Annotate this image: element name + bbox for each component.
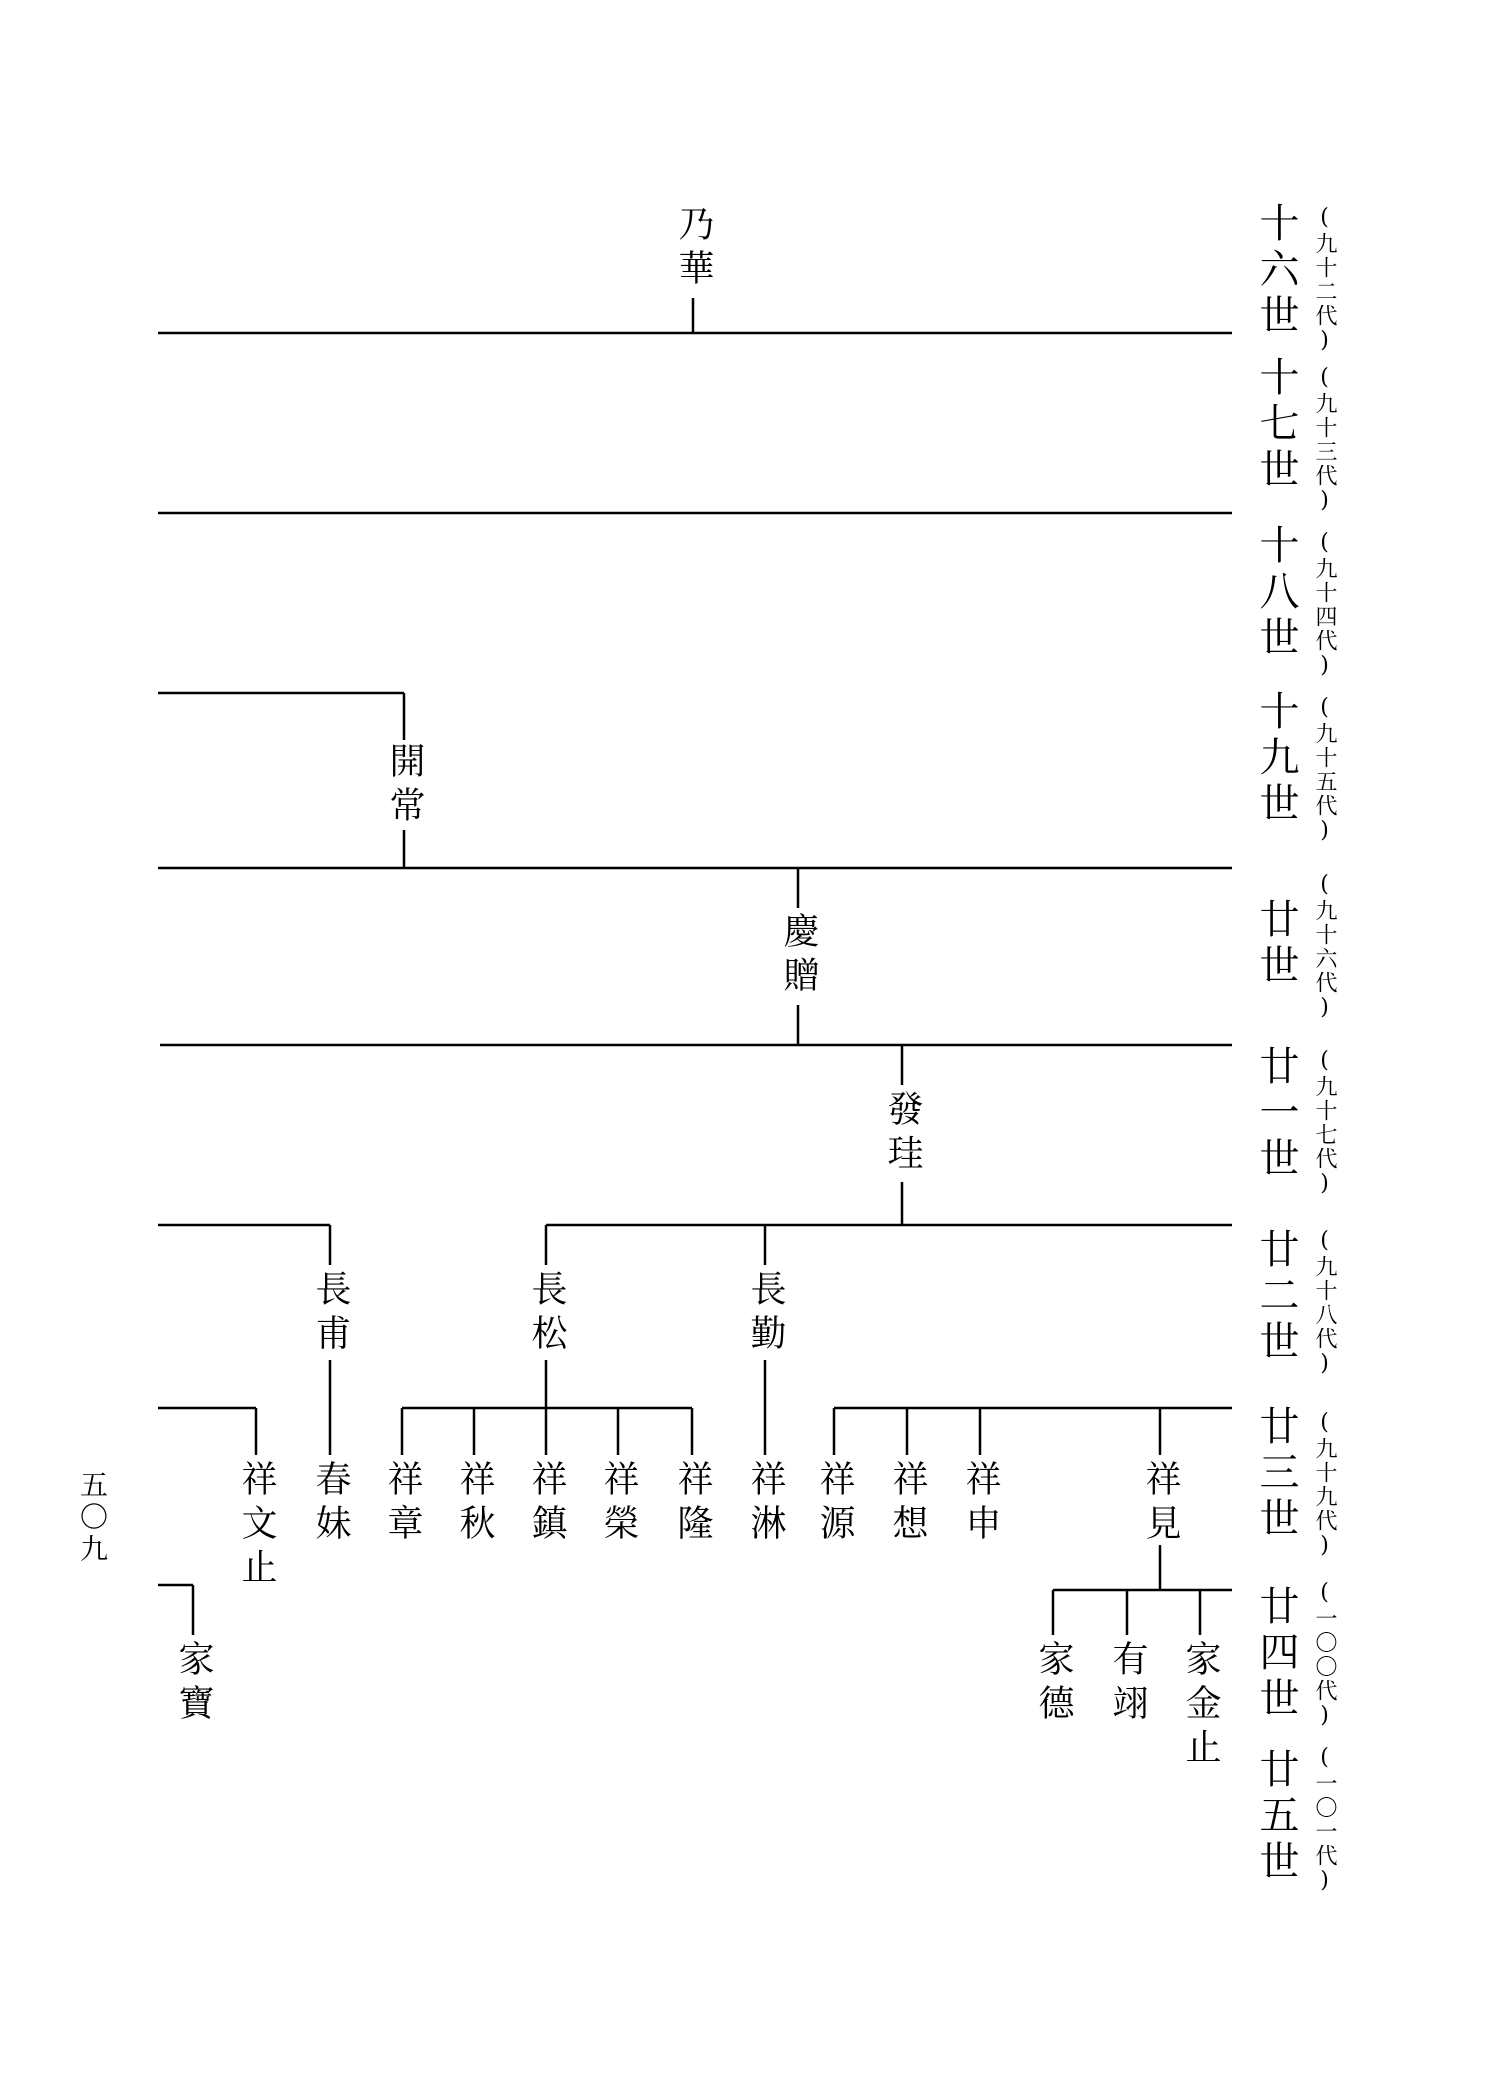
generation-number: (一〇〇代) (1312, 1580, 1337, 1730)
member-name: 祥申 (960, 1460, 1001, 1548)
generation-number: (九十九代) (1312, 1410, 1337, 1560)
member-name: 祥秋 (454, 1460, 495, 1548)
member-name: 春妹 (310, 1460, 351, 1548)
member-name: 祥章 (382, 1460, 423, 1548)
member-name: 慶贈 (778, 912, 819, 1000)
generation-label: 廿二世 (1253, 1228, 1299, 1366)
generation-number: (九十二代) (1312, 205, 1337, 355)
generation-label: 廿一世 (1253, 1045, 1299, 1183)
member-name: 家德 (1033, 1640, 1074, 1728)
generation-label: 十八世 (1253, 524, 1299, 662)
page-number: 五〇九 (76, 1470, 109, 1566)
member-name: 家寶 (173, 1640, 214, 1728)
member-name: 長松 (526, 1270, 567, 1358)
generation-label: 廿三世 (1253, 1405, 1299, 1543)
member-name: 長甫 (310, 1270, 351, 1358)
member-name: 祥文止 (236, 1460, 277, 1592)
generation-number: (一〇一代) (1312, 1745, 1337, 1895)
member-name: 祥隆 (672, 1460, 713, 1548)
generation-label: 廿世 (1253, 898, 1299, 990)
member-name: 祥榮 (598, 1460, 639, 1548)
generation-label: 十六世 (1253, 202, 1299, 340)
member-name: 發珪 (882, 1090, 923, 1178)
generation-label: 十九世 (1253, 690, 1299, 828)
member-name: 開常 (384, 742, 425, 830)
member-name: 祥想 (887, 1460, 928, 1548)
member-name: 祥淋 (745, 1460, 786, 1548)
generation-label: 廿四世 (1253, 1585, 1299, 1723)
generation-label: 十七世 (1253, 356, 1299, 494)
generation-number: (九十六代) (1312, 872, 1337, 1022)
member-name: 長勤 (745, 1270, 786, 1358)
member-name: 祥見 (1140, 1460, 1181, 1548)
member-name: 祥源 (814, 1460, 855, 1548)
member-name: 家金止 (1180, 1640, 1221, 1772)
member-name: 有翊 (1107, 1640, 1148, 1728)
member-name: 祥鎮 (526, 1460, 567, 1548)
generation-number: (九十三代) (1312, 365, 1337, 515)
generation-label: 廿五世 (1253, 1748, 1299, 1886)
generation-number: (九十五代) (1312, 695, 1337, 845)
generation-number: (九十八代) (1312, 1228, 1337, 1378)
member-name: 乃華 (673, 205, 714, 293)
generation-number: (九十四代) (1312, 530, 1337, 680)
generation-number: (九十七代) (1312, 1048, 1337, 1198)
